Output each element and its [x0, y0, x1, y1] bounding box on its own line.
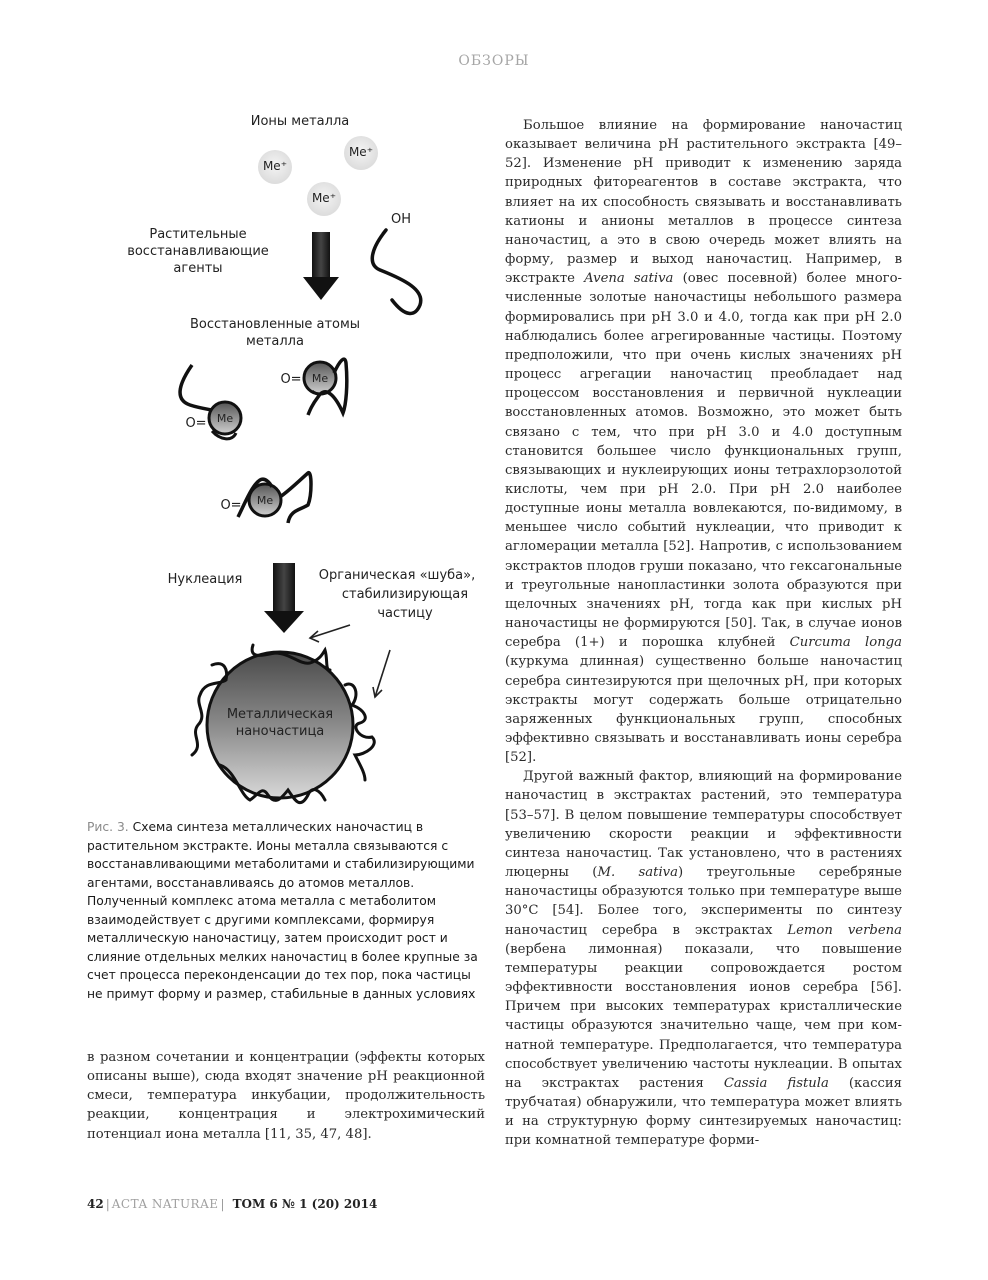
- paragraph-ph-influence: [505, 116, 902, 767]
- text-run: ) треугольные серебряные наночастицы образуются только при температуре выше 30°C [54]. Более того, эксперименты по синтезу наночастиц серебра в экстрактах: [505, 865, 902, 938]
- atom-label: Me: [216, 412, 234, 425]
- caption-text: Схема синтеза металлических наночастиц в растительном экстракте. Ионы металла связываются с восстанавливающими метаболитами и стабилизирующими агентами, восстанавливаясь до атомов металлов. Полученный комплекс атома металла с метаболитом взаимодействует с другими комплексами, формируя металлическую наночастицу, затем происходит рост и слияние отдельных мелких наночастиц в более крупные за счет процесса переконденсации до тех пор, пока частицы не примут форму и размер, стабильные в данных условиях: [87, 820, 478, 1001]
- section-header: ОБЗОРЫ: [458, 53, 530, 69]
- label-line: Органическая «шуба»,: [318, 568, 476, 583]
- label-line: Восстановленные атомы: [189, 317, 361, 332]
- reducing-agent-molecule-icon: [372, 230, 420, 313]
- figure-number: Рис. 3.: [87, 820, 129, 834]
- label-line: стабилизирующая: [341, 587, 469, 602]
- atom-label: Me: [311, 372, 329, 385]
- issue-info: ТОМ 6 № 1 (20) 2014: [232, 1197, 378, 1211]
- separator: |: [220, 1197, 225, 1211]
- ion-label: Me⁺: [348, 145, 374, 159]
- down-arrow-icon: [303, 232, 339, 300]
- label-reducing-agents: [110, 226, 286, 277]
- label-line: частицу: [377, 606, 433, 621]
- ion-label: Me⁺: [311, 191, 337, 205]
- text-run: (кассия трубчатая) обнаружили, что температура может влиять и на структурную форму синтезируемых наночастиц: при комнатной температуре форми-: [505, 1075, 902, 1149]
- reduced-atom-icon: [304, 359, 347, 415]
- paragraph: в разном сочетании и концентрации (эффекты которых описаны выше), сюда входят значение pH реакционной смеси, температура инкубации, продолжительность реакции, концентрация и электрохимический потенциал иона металла [11, 35, 47, 48].: [87, 1050, 485, 1142]
- text-run: (вербена лимонная) показали, что повышение температуры реакции сопровождается ростом эффективности восстановления ионов серебра [56]. Причем при высоких температурах кристаллические частицы образуются значительно чаще, чем при комнатной температуре. Предполагается, что температура способствует увеличению частоты нуклеации. В опытах на экстрактах растения: [505, 941, 902, 1091]
- label-line: Металлическая: [226, 707, 334, 722]
- oxo-label: O=: [280, 372, 302, 387]
- ion-label: Me⁺: [262, 159, 288, 173]
- journal-name: ACTA NATURAE: [111, 1197, 219, 1211]
- left-column-text: [87, 1048, 485, 1144]
- oxo-label: O=: [220, 498, 242, 513]
- text-run: Большое влияние на формирование наночастиц оказывает величина pH растительного экстракта [49–52]. Изменение pH приводит к изменению заряда природных фитореагентов в составе экстракта, что влияет на их способность связывать и восстанавливать катионы и анионы металлов в процессе синтеза наночастиц, а это в свою очередь может влиять на форму, размер и выход наночастиц. Например, в экстракте: [505, 118, 902, 287]
- oxo-label: O=: [185, 416, 207, 431]
- figure-caption: [87, 818, 485, 1003]
- species-name: Lemon verbena: [787, 922, 902, 938]
- text-run: Другой важный фактор, влияющий на формирование наночастиц в экстрактах растений, это температура [53–57]. В целом повышение температуры способствует увеличению скорости реакции и эффективности синтеза наночастиц. Так установлено, что в растениях люцерны (: [505, 769, 902, 881]
- label-line: агенты: [173, 261, 223, 276]
- label-organic-coat: [312, 566, 482, 623]
- label-reduced-atoms: [170, 316, 380, 350]
- right-column-text: [505, 116, 902, 1150]
- figure-3: [127, 105, 480, 815]
- label-line: восстанавливающие: [127, 244, 269, 259]
- label-nanoparticle: [212, 706, 348, 740]
- page-footer: [87, 1197, 377, 1211]
- label-metal-ions: Ионы металла: [250, 114, 350, 129]
- hydroxyl-label: OH: [390, 212, 411, 227]
- page-number: 42: [87, 1197, 104, 1211]
- species-name: Cassia fistula: [723, 1075, 829, 1091]
- label-line: металла: [246, 334, 304, 349]
- species-name: Avena sativa: [584, 271, 674, 287]
- down-arrow-icon: [264, 563, 304, 633]
- label-line: Растительные: [149, 227, 247, 242]
- species-name: Curcuma longa: [789, 635, 902, 651]
- species-name: M. sativa: [597, 865, 678, 881]
- paragraph-temperature-influence: [505, 767, 902, 1150]
- separator: |: [105, 1197, 110, 1211]
- text-run: (куркума длинная) существенно больше наночастиц серебра синтезируются при щелочных pH, при которых экстракты могут содержать больше отрицательно заряженных функциональных групп, способных эффективно связывать и восстанавливать ионы серебра [52].: [505, 654, 902, 766]
- label-line: наночастица: [235, 724, 325, 739]
- atom-label: Me: [256, 494, 274, 507]
- text-run: (овес посевной) более многочисленные золотые наночастицы небольшого размера формировались при pH 3.0 и 4.0, тогда как при pH 2.0 наблюдались более агрегированные частицы. Поэтому предположили, что при очень кислых значениях pH процесс агрегации наночастиц преобладает над процессом восстановления и первичной нуклеации восстановленных атомов. Возможно, это может быть связано с тем, что при pH 3.0 и 4.0 доступным становится большее число функциональных групп, связывающих и нуклеирующих ионы тетрахлорзолотой кислоты, чем при pH 2.0. При pH 2.0 наиболее доступные ионы металла вовлекаются, по-видимому, в меньшее число событий нуклеации, что приводит к агломерации металла [52]. Напротив, с использованием экстрактов плодов груши показано, что гексагональные и треугольные нанопластинки золота образуются при щелочных значениях pH, тогда как при кислых pH наночастицы не формируются [50]. Так, в случае ионов серебра (1+) и порошка клубней: [505, 271, 902, 651]
- label-nucleation: Нуклеация: [167, 572, 243, 587]
